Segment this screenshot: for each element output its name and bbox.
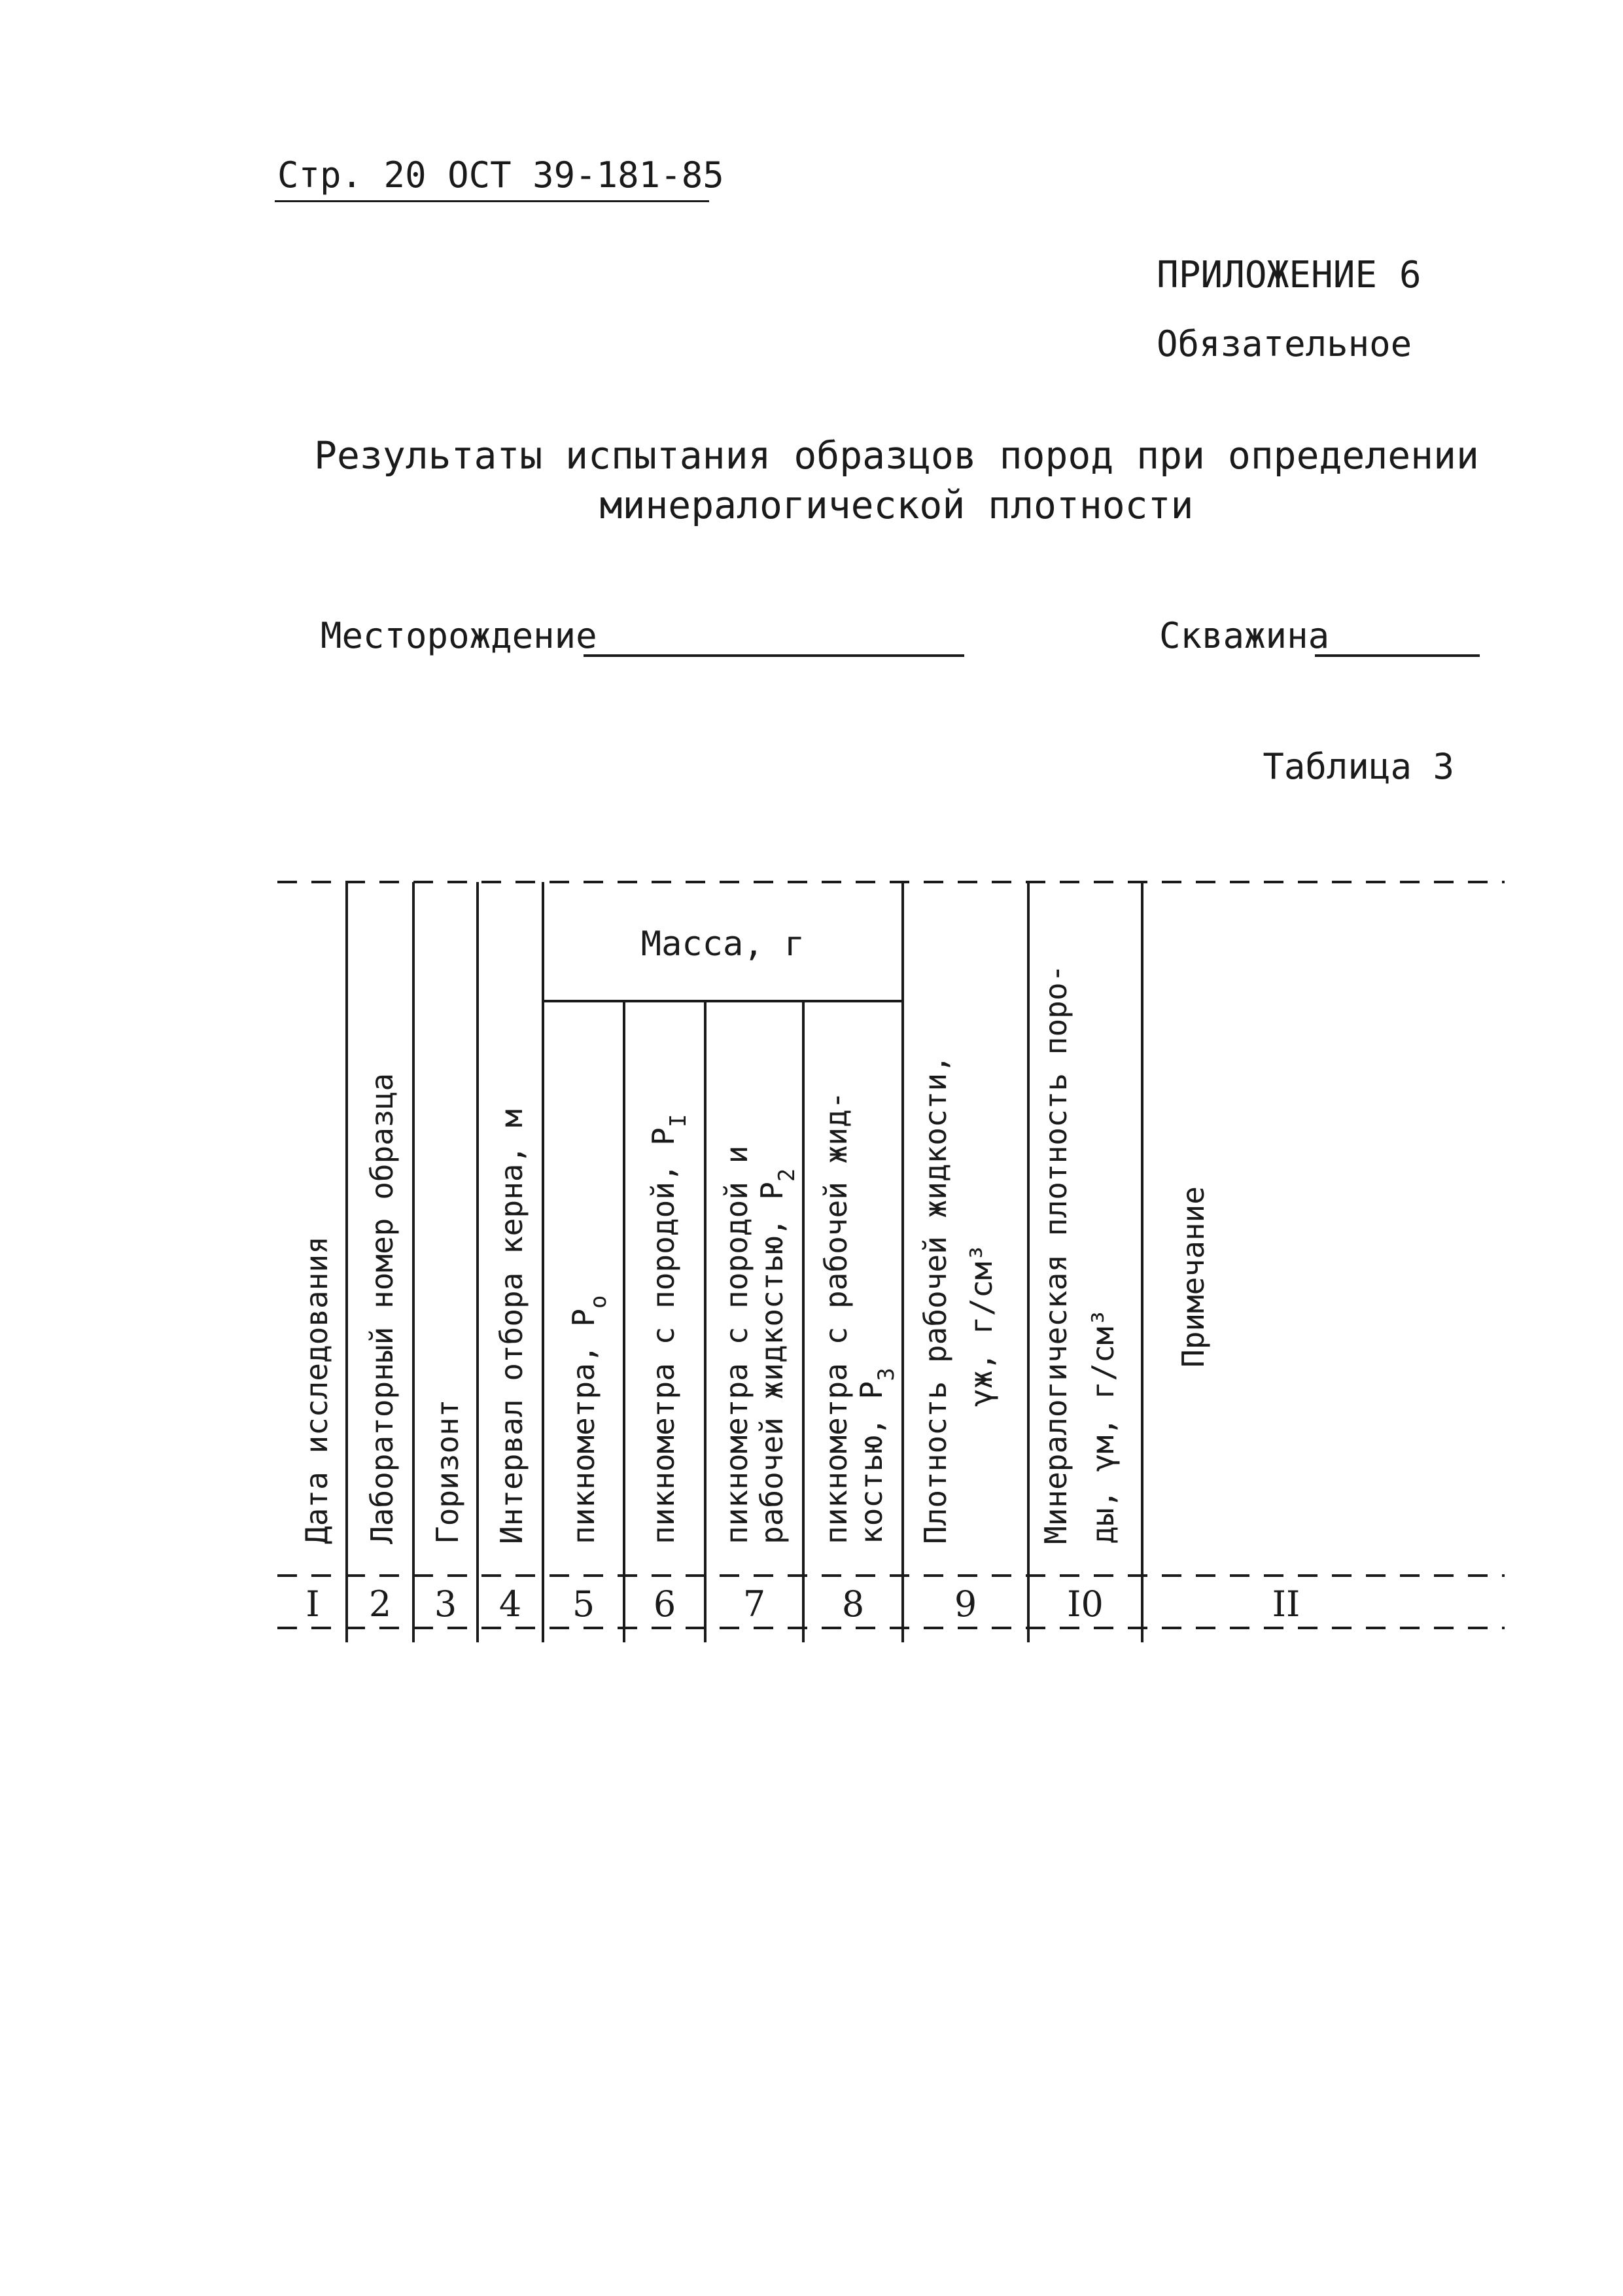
col-6-subscript: I	[665, 1114, 691, 1128]
table-caption: Таблица 3	[1263, 746, 1454, 787]
mass-group-label: Масса, г	[640, 925, 805, 964]
col-8-number: 8	[841, 1583, 865, 1625]
page-reference: Стр. 20 ОСТ 39-181-85	[277, 154, 724, 196]
svg-text:рабочей жидкостью, Р2	[754, 1169, 800, 1544]
col-3-number: 3	[434, 1583, 457, 1625]
svg-text:костью, Р3	[854, 1368, 899, 1544]
deposit-label: Месторождение	[321, 615, 597, 656]
col-2-header: Лабораторный номер образца	[364, 1072, 400, 1544]
col-8-header-line-2: костью, Р	[854, 1381, 889, 1544]
col-4-number: 4	[498, 1583, 522, 1625]
col-1-header: Дата исследования	[299, 1236, 334, 1544]
document-title-line-2: минералогической плотности	[599, 483, 1194, 527]
col-5-header: пикнометра, Р	[566, 1308, 601, 1544]
svg-text:пикнометра с породой, РI	[646, 1114, 691, 1544]
col-11-header: Примечание	[1176, 1186, 1211, 1368]
col-6-header: пикнометра с породой, Р	[646, 1127, 681, 1544]
col-11-number: II	[1272, 1583, 1300, 1625]
col-5-subscript: о	[585, 1295, 612, 1309]
col-5-number: 5	[572, 1583, 595, 1625]
appendix-label: ПРИЛОЖЕНИЕ 6	[1157, 254, 1422, 296]
col-10-number: I0	[1067, 1583, 1104, 1625]
col-3-header: Горизонт	[430, 1399, 465, 1544]
col-9-header-line-1: Плотность рабочей жидкости,	[918, 1055, 953, 1544]
col-8-header-line-1: пикнометра с рабочей жид-	[818, 1091, 854, 1544]
col-4-header: Интервал отбора керна, м	[494, 1109, 529, 1544]
col-9-number: 9	[954, 1583, 977, 1625]
col-10-header-line-1: Минералогическая плотность поро-	[1038, 964, 1073, 1544]
col-7-subscript: 2	[774, 1168, 800, 1182]
col-8-subscript: 3	[873, 1368, 899, 1381]
svg-text:пикнометра, Ро	[566, 1295, 612, 1544]
col-7-header-line-1: пикнометра с породой и	[719, 1145, 754, 1544]
appendix-status: Обязательное	[1157, 323, 1412, 364]
col-6-number: 6	[653, 1583, 676, 1625]
document-title-line-1: Результаты испытания образцов пород при определении	[314, 433, 1479, 478]
well-label: Скважина	[1159, 615, 1330, 656]
col-7-number: 7	[742, 1583, 766, 1625]
col-7-header-line-2: рабочей жидкостью, Р	[754, 1182, 790, 1544]
col-2-number: 2	[368, 1583, 392, 1625]
col-1-number: I	[305, 1583, 320, 1625]
col-10-header-line-2: ды, γм, г/см³	[1085, 1308, 1121, 1544]
col-9-header-line-2: γж, г/см³	[964, 1243, 999, 1407]
